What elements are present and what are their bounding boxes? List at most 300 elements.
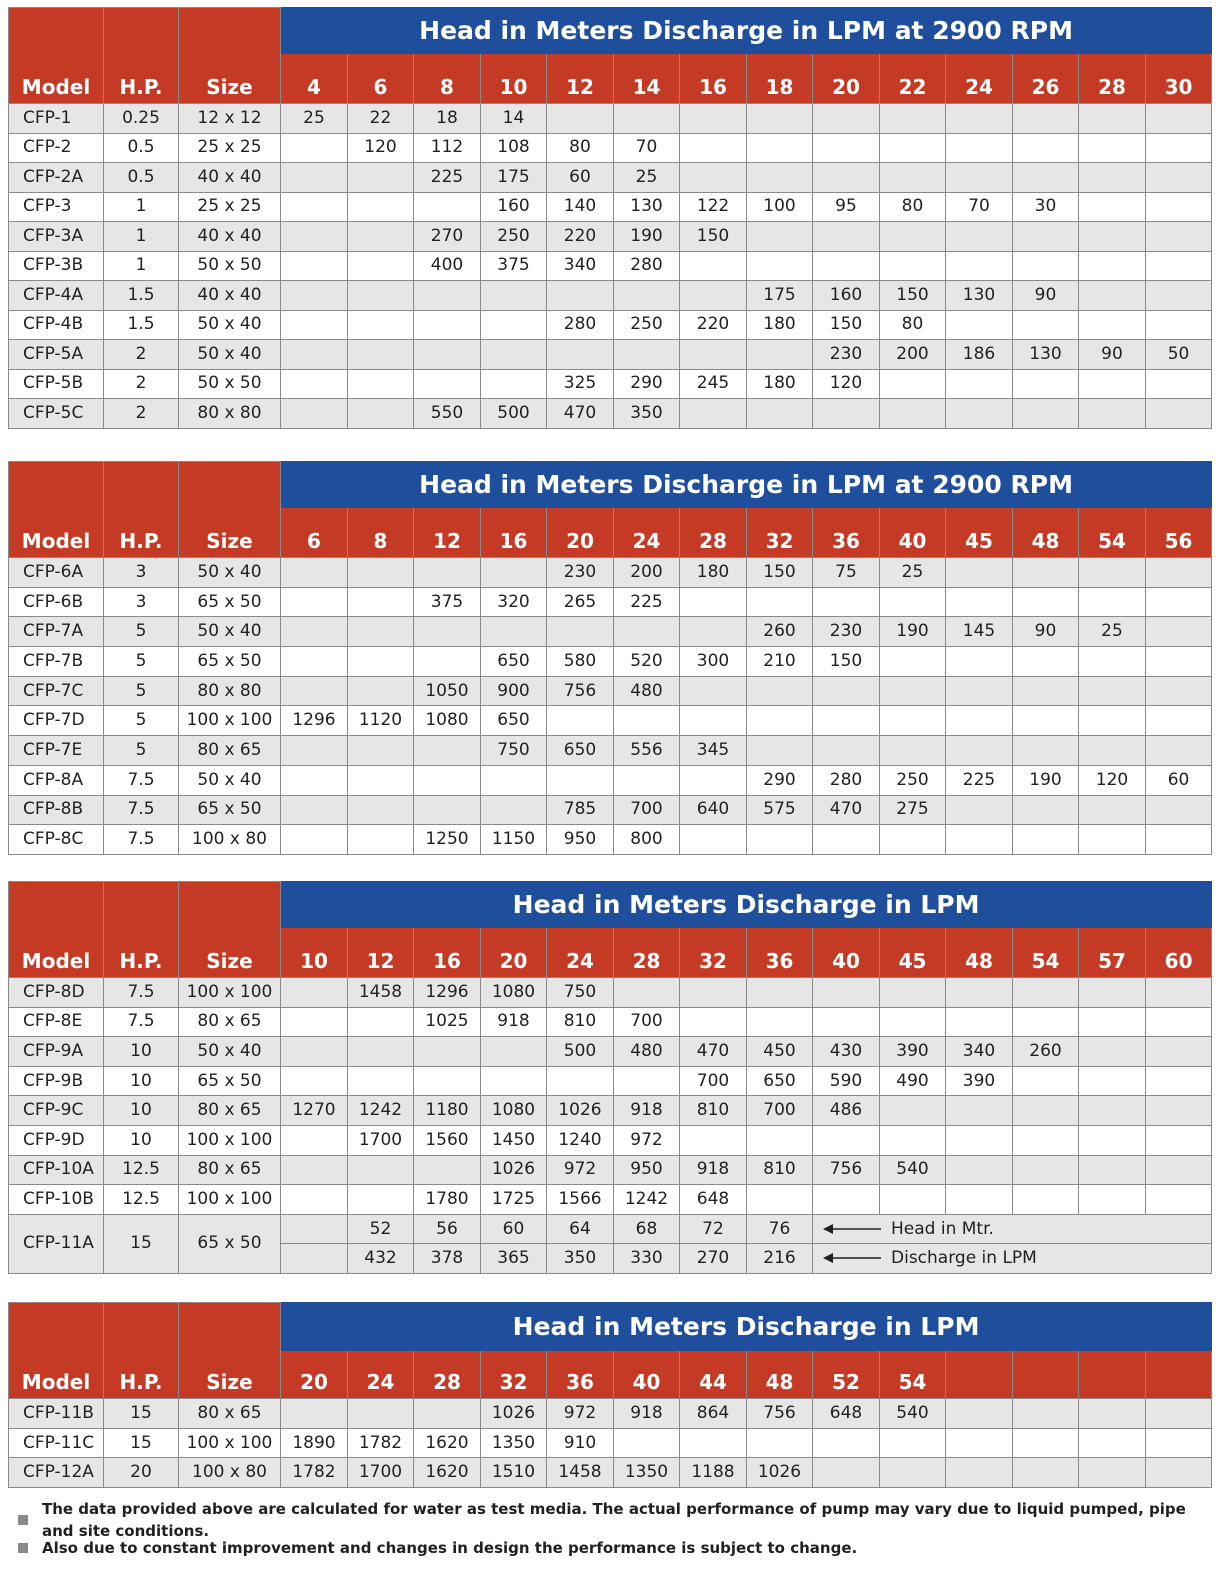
table-row — [9, 104, 1212, 134]
size-cell: 80 x 65 — [179, 1007, 281, 1037]
discharge-cell: 100 — [747, 192, 813, 222]
discharge-cell — [680, 163, 747, 193]
discharge-cell: 270 — [680, 1244, 747, 1274]
discharge-cell — [281, 340, 348, 370]
discharge-cell — [1146, 1155, 1212, 1185]
discharge-cell — [946, 736, 1013, 766]
discharge-cell: 60 — [547, 163, 614, 193]
size-cell: 65 x 50 — [179, 647, 281, 677]
size-cell: 25 x 25 — [179, 133, 281, 163]
notes — [18, 1500, 1208, 1562]
table-row — [9, 1007, 1212, 1037]
discharge-cell — [747, 399, 813, 429]
discharge-cell — [880, 133, 946, 163]
discharge-cell: 70 — [614, 133, 680, 163]
discharge-cell: 1050 — [414, 676, 481, 706]
discharge-cell — [414, 558, 481, 588]
discharge-cell — [680, 676, 747, 706]
discharge-cell: 350 — [547, 1244, 614, 1274]
discharge-cell — [481, 310, 547, 340]
discharge-cell: 400 — [414, 251, 481, 281]
table-row — [9, 399, 1212, 429]
discharge-cell: 150 — [880, 281, 946, 311]
model-cell: CFP-11B — [9, 1399, 104, 1429]
head-legend — [813, 1214, 1212, 1244]
performance-table — [8, 1302, 1212, 1488]
header-spacer — [104, 462, 179, 508]
discharge-cell — [1013, 310, 1079, 340]
discharge-cell — [281, 1185, 348, 1215]
head-value-header: 28 — [414, 1351, 481, 1399]
head-value-header — [1079, 1351, 1146, 1399]
discharge-cell: 918 — [680, 1155, 747, 1185]
column-header-row — [9, 928, 1212, 978]
discharge-cell: 330 — [614, 1244, 680, 1274]
header-spacer — [179, 8, 281, 54]
discharge-cell: 1270 — [281, 1096, 348, 1126]
discharge-cell — [281, 978, 348, 1008]
discharge-cell: 1782 — [348, 1428, 414, 1458]
hp-header: H.P. — [104, 1351, 179, 1399]
discharge-cell — [747, 222, 813, 252]
header-spacer — [179, 882, 281, 928]
discharge-cell: 520 — [614, 647, 680, 677]
head-value-header: 32 — [747, 508, 813, 558]
discharge-cell: 800 — [614, 825, 680, 855]
head-value-header: 8 — [348, 508, 414, 558]
discharge-cell — [614, 978, 680, 1008]
discharge-cell: 270 — [414, 222, 481, 252]
discharge-cell: 150 — [813, 647, 880, 677]
discharge-cell — [348, 676, 414, 706]
discharge-cell — [1079, 706, 1146, 736]
discharge-cell — [1079, 104, 1146, 134]
discharge-cell — [481, 369, 547, 399]
discharge-cell — [414, 1155, 481, 1185]
discharge-cell: 80 — [880, 310, 946, 340]
discharge-cell — [1146, 1185, 1212, 1215]
model-header: Model — [9, 54, 104, 104]
size-cell: 80 x 65 — [179, 1399, 281, 1429]
discharge-cell — [614, 1428, 680, 1458]
discharge-cell — [1079, 1125, 1146, 1155]
size-cell: 40 x 40 — [179, 281, 281, 311]
discharge-cell — [348, 765, 414, 795]
table-row — [9, 706, 1212, 736]
table-row — [9, 1428, 1212, 1458]
discharge-cell — [946, 222, 1013, 252]
head-value-header: 24 — [348, 1351, 414, 1399]
discharge-cell: 1620 — [414, 1458, 481, 1488]
discharge-cell — [348, 558, 414, 588]
hp-cell: 2 — [104, 369, 179, 399]
discharge-cell — [348, 587, 414, 617]
discharge-cell: 90 — [1013, 617, 1079, 647]
model-cell: CFP-11C — [9, 1428, 104, 1458]
discharge-cell: 90 — [1079, 340, 1146, 370]
size-cell: 50 x 40 — [179, 310, 281, 340]
discharge-cell — [481, 1066, 547, 1096]
square-bullet-icon — [18, 1515, 28, 1525]
discharge-cell — [281, 558, 348, 588]
hp-cell: 1.5 — [104, 310, 179, 340]
discharge-cell: 470 — [813, 795, 880, 825]
size-cell: 65 x 50 — [179, 1066, 281, 1096]
discharge-cell — [1146, 222, 1212, 252]
discharge-cell — [946, 647, 1013, 677]
hp-cell: 5 — [104, 647, 179, 677]
head-cell: 68 — [614, 1214, 680, 1244]
discharge-cell: 300 — [680, 647, 747, 677]
discharge-cell: 700 — [614, 795, 680, 825]
discharge-cell: 1350 — [481, 1428, 547, 1458]
discharge-cell: 25 — [1079, 617, 1146, 647]
discharge-cell — [1146, 736, 1212, 766]
discharge-cell: 918 — [614, 1096, 680, 1126]
discharge-cell — [414, 340, 481, 370]
discharge-cell: 25 — [614, 163, 680, 193]
discharge-cell — [880, 587, 946, 617]
discharge-cell — [348, 1399, 414, 1429]
header-spacer — [9, 462, 104, 508]
discharge-cell: 500 — [547, 1037, 614, 1067]
discharge-cell: 280 — [813, 765, 880, 795]
discharge-cell — [880, 706, 946, 736]
head-value-header: 8 — [414, 54, 481, 104]
hp-cell: 3 — [104, 558, 179, 588]
size-cell: 40 x 40 — [179, 163, 281, 193]
discharge-cell: 22 — [348, 104, 414, 134]
size-cell: 100 x 80 — [179, 1458, 281, 1488]
discharge-cell: 1150 — [481, 825, 547, 855]
discharge-cell — [481, 281, 547, 311]
hp-cell: 1 — [104, 251, 179, 281]
discharge-cell — [946, 1125, 1013, 1155]
table-row — [9, 1037, 1212, 1067]
discharge-cell — [281, 795, 348, 825]
model-cell: CFP-9D — [9, 1125, 104, 1155]
discharge-cell — [547, 765, 614, 795]
discharge-cell — [747, 251, 813, 281]
discharge-cell: 30 — [1013, 192, 1079, 222]
discharge-cell — [813, 676, 880, 706]
discharge-cell: 650 — [547, 736, 614, 766]
discharge-cell: 216 — [747, 1244, 813, 1274]
discharge-cell — [813, 587, 880, 617]
discharge-cell — [281, 1125, 348, 1155]
discharge-cell — [813, 1125, 880, 1155]
discharge-cell: 190 — [614, 222, 680, 252]
discharge-cell: 972 — [614, 1125, 680, 1155]
discharge-cell: 1566 — [547, 1185, 614, 1215]
discharge-cell — [813, 1458, 880, 1488]
discharge-cell: 345 — [680, 736, 747, 766]
discharge-cell — [880, 369, 946, 399]
table-title: Head in Meters Discharge in LPM — [281, 1303, 1212, 1351]
discharge-cell — [1146, 163, 1212, 193]
size-cell: 25 x 25 — [179, 192, 281, 222]
model-cell: CFP-3B — [9, 251, 104, 281]
size-cell: 80 x 65 — [179, 1155, 281, 1185]
discharge-cell: 130 — [946, 281, 1013, 311]
discharge-cell — [1013, 1096, 1079, 1126]
hp-cell: 15 — [104, 1399, 179, 1429]
discharge-cell: 540 — [880, 1399, 946, 1429]
head-value-header: 20 — [481, 928, 547, 978]
head-value-header: 28 — [1079, 54, 1146, 104]
head-value-header: 6 — [348, 54, 414, 104]
head-legend-label: Head in Mtr. — [891, 1218, 994, 1239]
discharge-cell: 180 — [747, 310, 813, 340]
discharge-cell: 225 — [414, 163, 481, 193]
discharge-cell — [1013, 676, 1079, 706]
model-cell: CFP-8E — [9, 1007, 104, 1037]
model-cell: CFP-10A — [9, 1155, 104, 1185]
head-value-header: 30 — [1146, 54, 1212, 104]
discharge-cell — [281, 133, 348, 163]
model-header: Model — [9, 928, 104, 978]
discharge-cell: 140 — [547, 192, 614, 222]
discharge-cell: 200 — [614, 558, 680, 588]
hp-cell: 5 — [104, 676, 179, 706]
table-row — [9, 192, 1212, 222]
discharge-cell — [281, 1399, 348, 1429]
discharge-cell: 230 — [813, 340, 880, 370]
hp-cell: 1.5 — [104, 281, 179, 311]
discharge-cell: 918 — [481, 1007, 547, 1037]
discharge-cell — [281, 1007, 348, 1037]
discharge-cell — [880, 163, 946, 193]
discharge-cell — [1013, 1066, 1079, 1096]
model-cell: CFP-5B — [9, 369, 104, 399]
head-value-header: 44 — [680, 1351, 747, 1399]
table-row — [9, 676, 1212, 706]
table-title: Head in Meters Discharge in LPM at 2900 RPM — [281, 462, 1212, 508]
discharge-cell — [281, 676, 348, 706]
discharge-cell — [680, 1007, 747, 1037]
head-cell: 52 — [348, 1214, 414, 1244]
discharge-cell: 1782 — [281, 1458, 348, 1488]
discharge-cell — [680, 1428, 747, 1458]
discharge-cell — [281, 765, 348, 795]
discharge-cell — [1079, 369, 1146, 399]
discharge-cell — [1013, 1458, 1079, 1488]
head-value-header: 24 — [547, 928, 614, 978]
head-cell: 60 — [481, 1214, 547, 1244]
discharge-cell: 120 — [348, 133, 414, 163]
discharge-cell — [747, 587, 813, 617]
model-cell: CFP-7B — [9, 647, 104, 677]
discharge-cell — [946, 369, 1013, 399]
performance-table — [8, 881, 1212, 1274]
discharge-cell: 756 — [813, 1155, 880, 1185]
discharge-cell: 18 — [414, 104, 481, 134]
discharge-cell — [547, 281, 614, 311]
discharge-cell — [747, 1125, 813, 1155]
header-spacer — [9, 8, 104, 54]
discharge-cell — [281, 281, 348, 311]
discharge-cell — [1079, 281, 1146, 311]
discharge-cell — [1146, 1037, 1212, 1067]
table-row-head — [9, 1214, 1212, 1244]
discharge-cell — [680, 765, 747, 795]
discharge-cell — [348, 617, 414, 647]
discharge-cell: 1242 — [614, 1185, 680, 1215]
discharge-cell — [1013, 1125, 1079, 1155]
discharge-cell — [547, 1066, 614, 1096]
discharge-cell: 200 — [880, 340, 946, 370]
discharge-cell: 1250 — [414, 825, 481, 855]
size-cell: 100 x 100 — [179, 1185, 281, 1215]
discharge-cell — [281, 310, 348, 340]
arrow-left-icon — [823, 1252, 881, 1264]
discharge-cell — [547, 104, 614, 134]
model-cell: CFP-7C — [9, 676, 104, 706]
discharge-cell — [747, 706, 813, 736]
discharge-cell — [1146, 825, 1212, 855]
discharge-cell: 95 — [813, 192, 880, 222]
discharge-cell — [946, 133, 1013, 163]
discharge-cell — [348, 795, 414, 825]
discharge-cell — [281, 647, 348, 677]
discharge-cell: 1725 — [481, 1185, 547, 1215]
discharge-cell: 590 — [813, 1066, 880, 1096]
discharge-cell — [348, 310, 414, 340]
discharge-cell — [1146, 1125, 1212, 1155]
head-value-header: 26 — [1013, 54, 1079, 104]
table-row — [9, 825, 1212, 855]
discharge-cell: 480 — [614, 1037, 680, 1067]
discharge-cell — [680, 340, 747, 370]
performance-table — [8, 7, 1212, 429]
discharge-cell — [680, 825, 747, 855]
discharge-cell — [348, 369, 414, 399]
discharge-cell — [1013, 1428, 1079, 1458]
note-text: Also due to constant improvement and changes in design the performance is subject to change. — [42, 1539, 858, 1557]
discharge-cell — [1079, 647, 1146, 677]
discharge-cell — [813, 978, 880, 1008]
discharge-cell — [414, 765, 481, 795]
model-cell: CFP-9C — [9, 1096, 104, 1126]
discharge-cell — [1146, 1066, 1212, 1096]
table-row — [9, 1125, 1212, 1155]
size-cell: 50 x 40 — [179, 558, 281, 588]
discharge-cell: 290 — [747, 765, 813, 795]
discharge-cell: 1296 — [414, 978, 481, 1008]
discharge-cell — [1146, 617, 1212, 647]
discharge-cell — [348, 825, 414, 855]
discharge-cell — [813, 399, 880, 429]
title-row — [9, 1303, 1212, 1351]
hp-cell: 0.5 — [104, 133, 179, 163]
discharge-cell — [614, 281, 680, 311]
size-cell: 100 x 100 — [179, 978, 281, 1008]
model-cell: CFP-6A — [9, 558, 104, 588]
discharge-cell: 275 — [880, 795, 946, 825]
discharge-cell: 378 — [414, 1244, 481, 1274]
table-row — [9, 340, 1212, 370]
table-row — [9, 281, 1212, 311]
header-spacer — [9, 882, 104, 928]
discharge-cell: 160 — [481, 192, 547, 222]
discharge-cell: 80 — [880, 192, 946, 222]
discharge-cell — [1079, 825, 1146, 855]
table-row — [9, 133, 1212, 163]
discharge-cell — [946, 1399, 1013, 1429]
head-value-header: 36 — [813, 508, 880, 558]
discharge-cell — [1013, 706, 1079, 736]
discharge-cell: 245 — [680, 369, 747, 399]
hp-cell: 12.5 — [104, 1185, 179, 1215]
discharge-cell — [813, 163, 880, 193]
table-row — [9, 587, 1212, 617]
discharge-cell: 108 — [481, 133, 547, 163]
discharge-cell — [348, 340, 414, 370]
discharge-cell — [1146, 104, 1212, 134]
discharge-cell: 150 — [680, 222, 747, 252]
discharge-cell — [813, 251, 880, 281]
discharge-cell — [1079, 736, 1146, 766]
discharge-cell — [880, 825, 946, 855]
discharge-cell: 540 — [880, 1155, 946, 1185]
discharge-cell: 1620 — [414, 1428, 481, 1458]
discharge-cell — [1013, 133, 1079, 163]
discharge-cell — [281, 369, 348, 399]
discharge-cell — [281, 251, 348, 281]
hp-cell: 5 — [104, 736, 179, 766]
discharge-cell: 648 — [680, 1185, 747, 1215]
discharge-cell: 190 — [880, 617, 946, 647]
head-value-header: 24 — [614, 508, 680, 558]
discharge-cell: 750 — [481, 736, 547, 766]
discharge-cell: 112 — [414, 133, 481, 163]
discharge-cell — [880, 1185, 946, 1215]
model-cell: CFP-4A — [9, 281, 104, 311]
column-header-row — [9, 54, 1212, 104]
discharge-cell — [1146, 1458, 1212, 1488]
size-cell: 50 x 40 — [179, 1037, 281, 1067]
table-row — [9, 978, 1212, 1008]
discharge-cell: 650 — [481, 706, 547, 736]
table-row — [9, 795, 1212, 825]
table-row — [9, 1185, 1212, 1215]
head-value-header: 16 — [680, 54, 747, 104]
discharge-cell — [1146, 369, 1212, 399]
discharge-cell: 130 — [1013, 340, 1079, 370]
discharge-cell: 950 — [547, 825, 614, 855]
model-cell: CFP-1 — [9, 104, 104, 134]
header-spacer — [179, 462, 281, 508]
discharge-cell: 700 — [747, 1096, 813, 1126]
discharge-cell — [1079, 1007, 1146, 1037]
discharge-cell — [1013, 647, 1079, 677]
discharge-cell — [880, 1096, 946, 1126]
discharge-cell — [348, 1185, 414, 1215]
discharge-cell — [1079, 133, 1146, 163]
column-header-row — [9, 508, 1212, 558]
discharge-cell: 1890 — [281, 1428, 348, 1458]
hp-cell: 10 — [104, 1125, 179, 1155]
head-value-header: 4 — [281, 54, 348, 104]
head-value-header: 14 — [614, 54, 680, 104]
model-cell: CFP-3 — [9, 192, 104, 222]
discharge-cell — [1146, 558, 1212, 588]
discharge-cell — [813, 736, 880, 766]
hp-cell: 0.5 — [104, 163, 179, 193]
discharge-cell — [1013, 736, 1079, 766]
discharge-cell — [680, 251, 747, 281]
table-row — [9, 369, 1212, 399]
